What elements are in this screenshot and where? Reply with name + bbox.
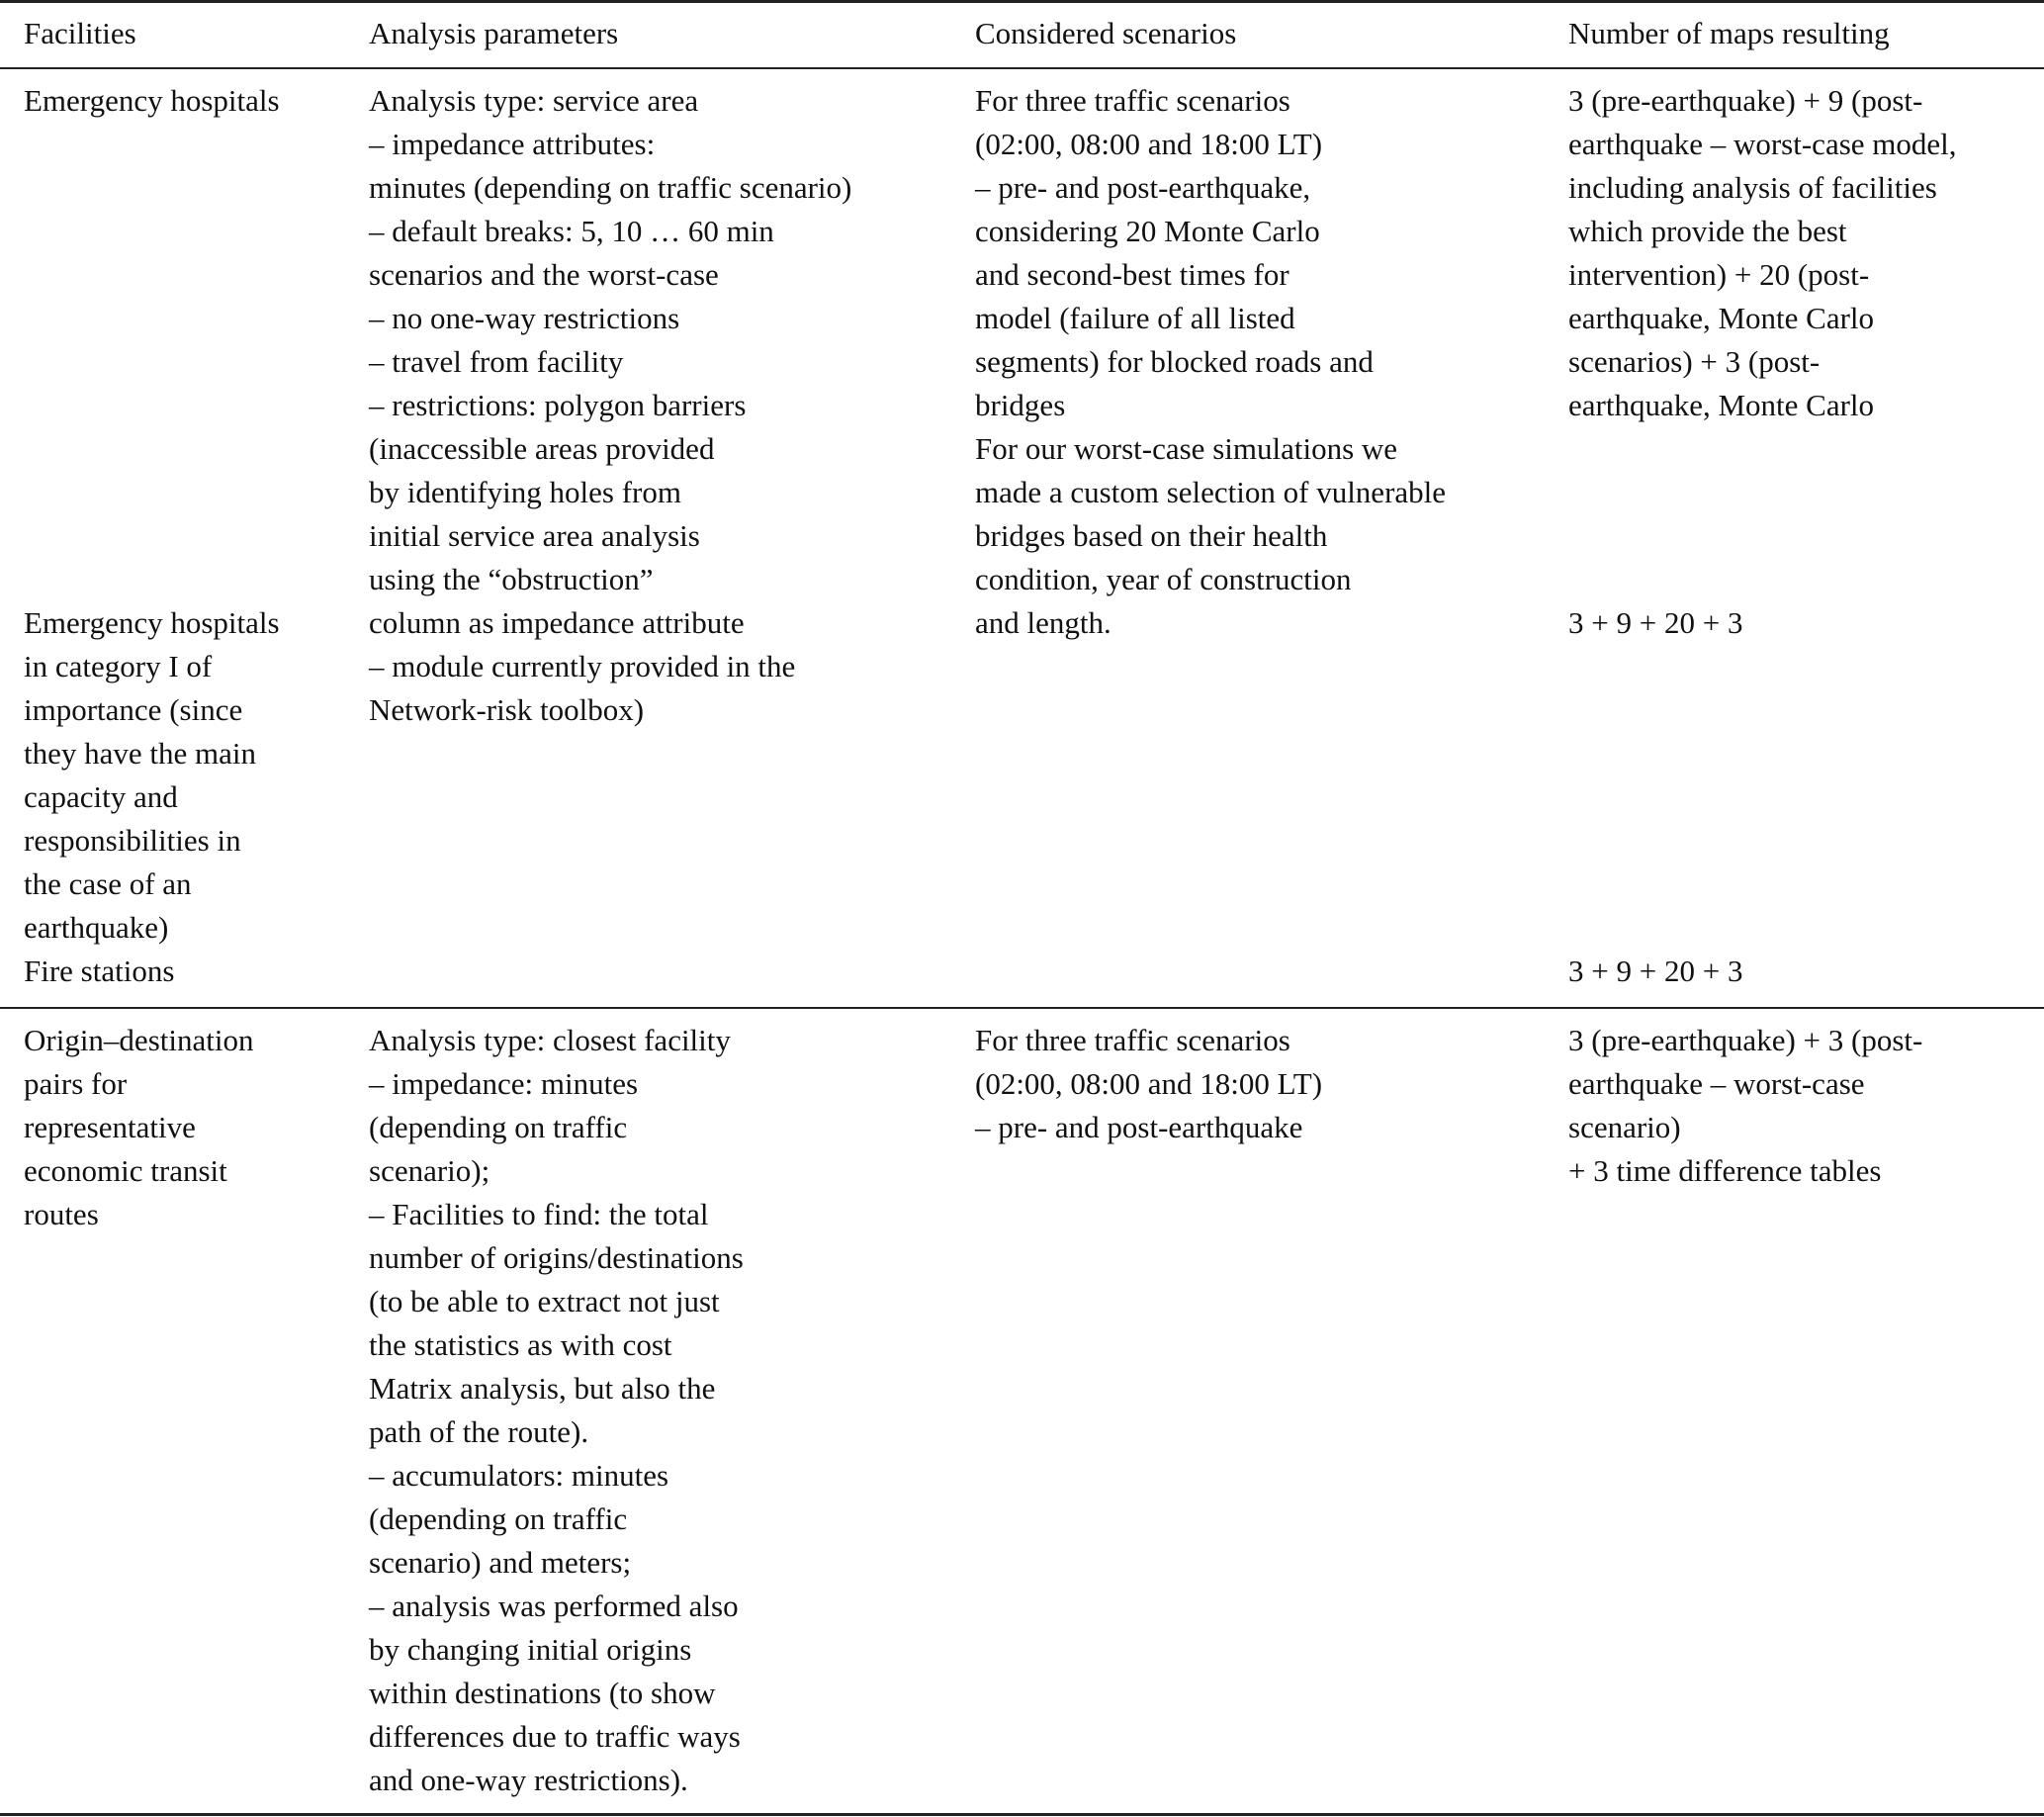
cell-line: – pre- and post-earthquake: [975, 1110, 1303, 1144]
facility-emergency-hospitals: [24, 79, 280, 123]
cell-line: – default breaks: 5, 10 … 60 min: [369, 214, 774, 248]
maps-emergency-hospitals: [1568, 79, 1957, 427]
cell-line: using the “obstruction”: [369, 562, 654, 596]
cell-line: – impedance attributes:: [369, 127, 656, 161]
cell-line: they have the main: [24, 736, 256, 771]
cell-line: the statistics as with cost: [369, 1327, 672, 1362]
cell-line: – travel from facility: [369, 344, 624, 379]
cell-line: path of the route).: [369, 1414, 589, 1449]
cell-line: minutes (depending on traffic scenario): [369, 170, 852, 205]
maps-emergency-hospitals-category-i: [1568, 601, 1742, 645]
cell-line: scenarios and the worst-case: [369, 257, 719, 292]
header-facilities: Facilities: [24, 16, 136, 50]
cell-line: Emergency hospitals: [24, 83, 280, 118]
cell-line: Analysis type: closest facility: [369, 1023, 731, 1057]
cell-line: Network-risk toolbox): [369, 692, 645, 727]
table-header-rule: [0, 67, 2044, 69]
cell-line: the case of an: [24, 866, 192, 901]
cell-line: condition, year of construction: [975, 562, 1352, 596]
cell-line: scenario): [1568, 1110, 1681, 1144]
table-bottom-rule: [0, 1813, 2044, 1816]
cell-line: Analysis type: service area: [369, 83, 699, 118]
cell-line: – impedance: minutes: [369, 1066, 639, 1101]
cell-line: and one-way restrictions).: [369, 1763, 688, 1797]
cell-line: For three traffic scenarios: [975, 1023, 1290, 1057]
cell-line: – restrictions: polygon barriers: [369, 388, 747, 422]
cell-line: importance (since: [24, 692, 243, 727]
cell-line: scenarios) + 3 (post-: [1568, 344, 1821, 379]
cell-line: and second-best times for: [975, 257, 1289, 292]
cell-line: model (failure of all listed: [975, 301, 1295, 335]
cell-line: bridges based on their health: [975, 518, 1328, 553]
cell-line: (depending on traffic: [369, 1501, 628, 1536]
cell-line: 3 + 9 + 20 + 3: [1568, 605, 1743, 640]
cell-line: intervention) + 20 (post-: [1568, 257, 1870, 292]
cell-line: differences due to traffic ways: [369, 1719, 741, 1754]
cell-line: For three traffic scenarios: [975, 83, 1290, 118]
maps-origin-destination-pairs: [1568, 1019, 1922, 1193]
cell-line: by identifying holes from: [369, 475, 681, 509]
cell-line: 3 + 9 + 20 + 3: [1568, 954, 1743, 988]
cell-line: (02:00, 08:00 and 18:00 LT): [975, 127, 1323, 161]
cell-line: economic transit: [24, 1153, 227, 1188]
cell-line: bridges: [975, 388, 1066, 422]
cell-line: Emergency hospitals: [24, 605, 280, 640]
cell-line: column as impedance attribute: [369, 605, 745, 640]
cell-line: earthquake): [24, 910, 169, 945]
cell-line: initial service area analysis: [369, 518, 700, 553]
cell-line: 3 (pre-earthquake) + 3 (post-: [1568, 1023, 1923, 1057]
cell-line: For our worst-case simulations we: [975, 431, 1398, 466]
cell-line: – pre- and post-earthquake,: [975, 170, 1311, 205]
cell-line: – no one-way restrictions: [369, 301, 680, 335]
facility-fire-stations: [24, 950, 174, 993]
facility-origin-destination-pairs: [24, 1019, 253, 1236]
cell-line: – module currently provided in the: [369, 649, 796, 683]
cell-line: and length.: [975, 605, 1111, 640]
maps-fire-stations: [1568, 950, 1742, 993]
cell-line: – analysis was performed also: [369, 1589, 739, 1623]
cell-line: segments) for blocked roads and: [975, 344, 1374, 379]
header-number-of-maps: Number of maps resulting: [1568, 16, 1890, 50]
considered-scenarios-group1: [975, 79, 1446, 645]
cell-line: – accumulators: minutes: [369, 1458, 669, 1493]
cell-line: considering 20 Monte Carlo: [975, 214, 1320, 248]
cell-line: Fire stations: [24, 954, 175, 988]
cell-line: (inaccessible areas provided: [369, 431, 715, 466]
cell-line: number of origins/destinations: [369, 1240, 744, 1275]
table-group-separator: [0, 1007, 2044, 1009]
cell-line: (to be able to extract not just: [369, 1284, 720, 1318]
considered-scenarios-group2: [975, 1019, 1322, 1149]
cell-line: capacity and: [24, 779, 178, 814]
cell-line: + 3 time difference tables: [1568, 1153, 1882, 1188]
cell-line: earthquake, Monte Carlo: [1568, 388, 1875, 422]
analysis-parameters-service-area: [369, 79, 851, 732]
cell-line: which provide the best: [1568, 214, 1847, 248]
cell-line: Matrix analysis, but also the: [369, 1371, 716, 1406]
cell-line: representative: [24, 1110, 196, 1144]
cell-line: scenario) and meters;: [369, 1545, 632, 1580]
cell-line: routes: [24, 1197, 99, 1231]
analysis-parameters-closest-facility: [369, 1019, 744, 1802]
facility-emergency-hospitals-category-i: [24, 601, 280, 950]
cell-line: (02:00, 08:00 and 18:00 LT): [975, 1066, 1323, 1101]
header-analysis-parameters: Analysis parameters: [369, 16, 619, 50]
cell-line: 3 (pre-earthquake) + 9 (post-: [1568, 83, 1923, 118]
cell-line: scenario);: [369, 1153, 490, 1188]
cell-line: Origin–destination: [24, 1023, 254, 1057]
cell-line: within destinations (to show: [369, 1676, 716, 1710]
cell-line: by changing initial origins: [369, 1632, 692, 1667]
cell-line: in category I of: [24, 649, 213, 683]
cell-line: earthquake, Monte Carlo: [1568, 301, 1875, 335]
cell-line: earthquake – worst-case: [1568, 1066, 1865, 1101]
cell-line: earthquake – worst-case model,: [1568, 127, 1957, 161]
header-considered-scenarios: Considered scenarios: [975, 16, 1237, 50]
cell-line: (depending on traffic: [369, 1110, 628, 1144]
cell-line: – Facilities to find: the total: [369, 1197, 709, 1231]
cell-line: made a custom selection of vulnerable: [975, 475, 1447, 509]
table-top-rule: [0, 0, 2044, 3]
cell-line: responsibilities in: [24, 823, 241, 858]
cell-line: pairs for: [24, 1066, 128, 1101]
cell-line: including analysis of facilities: [1568, 170, 1937, 205]
